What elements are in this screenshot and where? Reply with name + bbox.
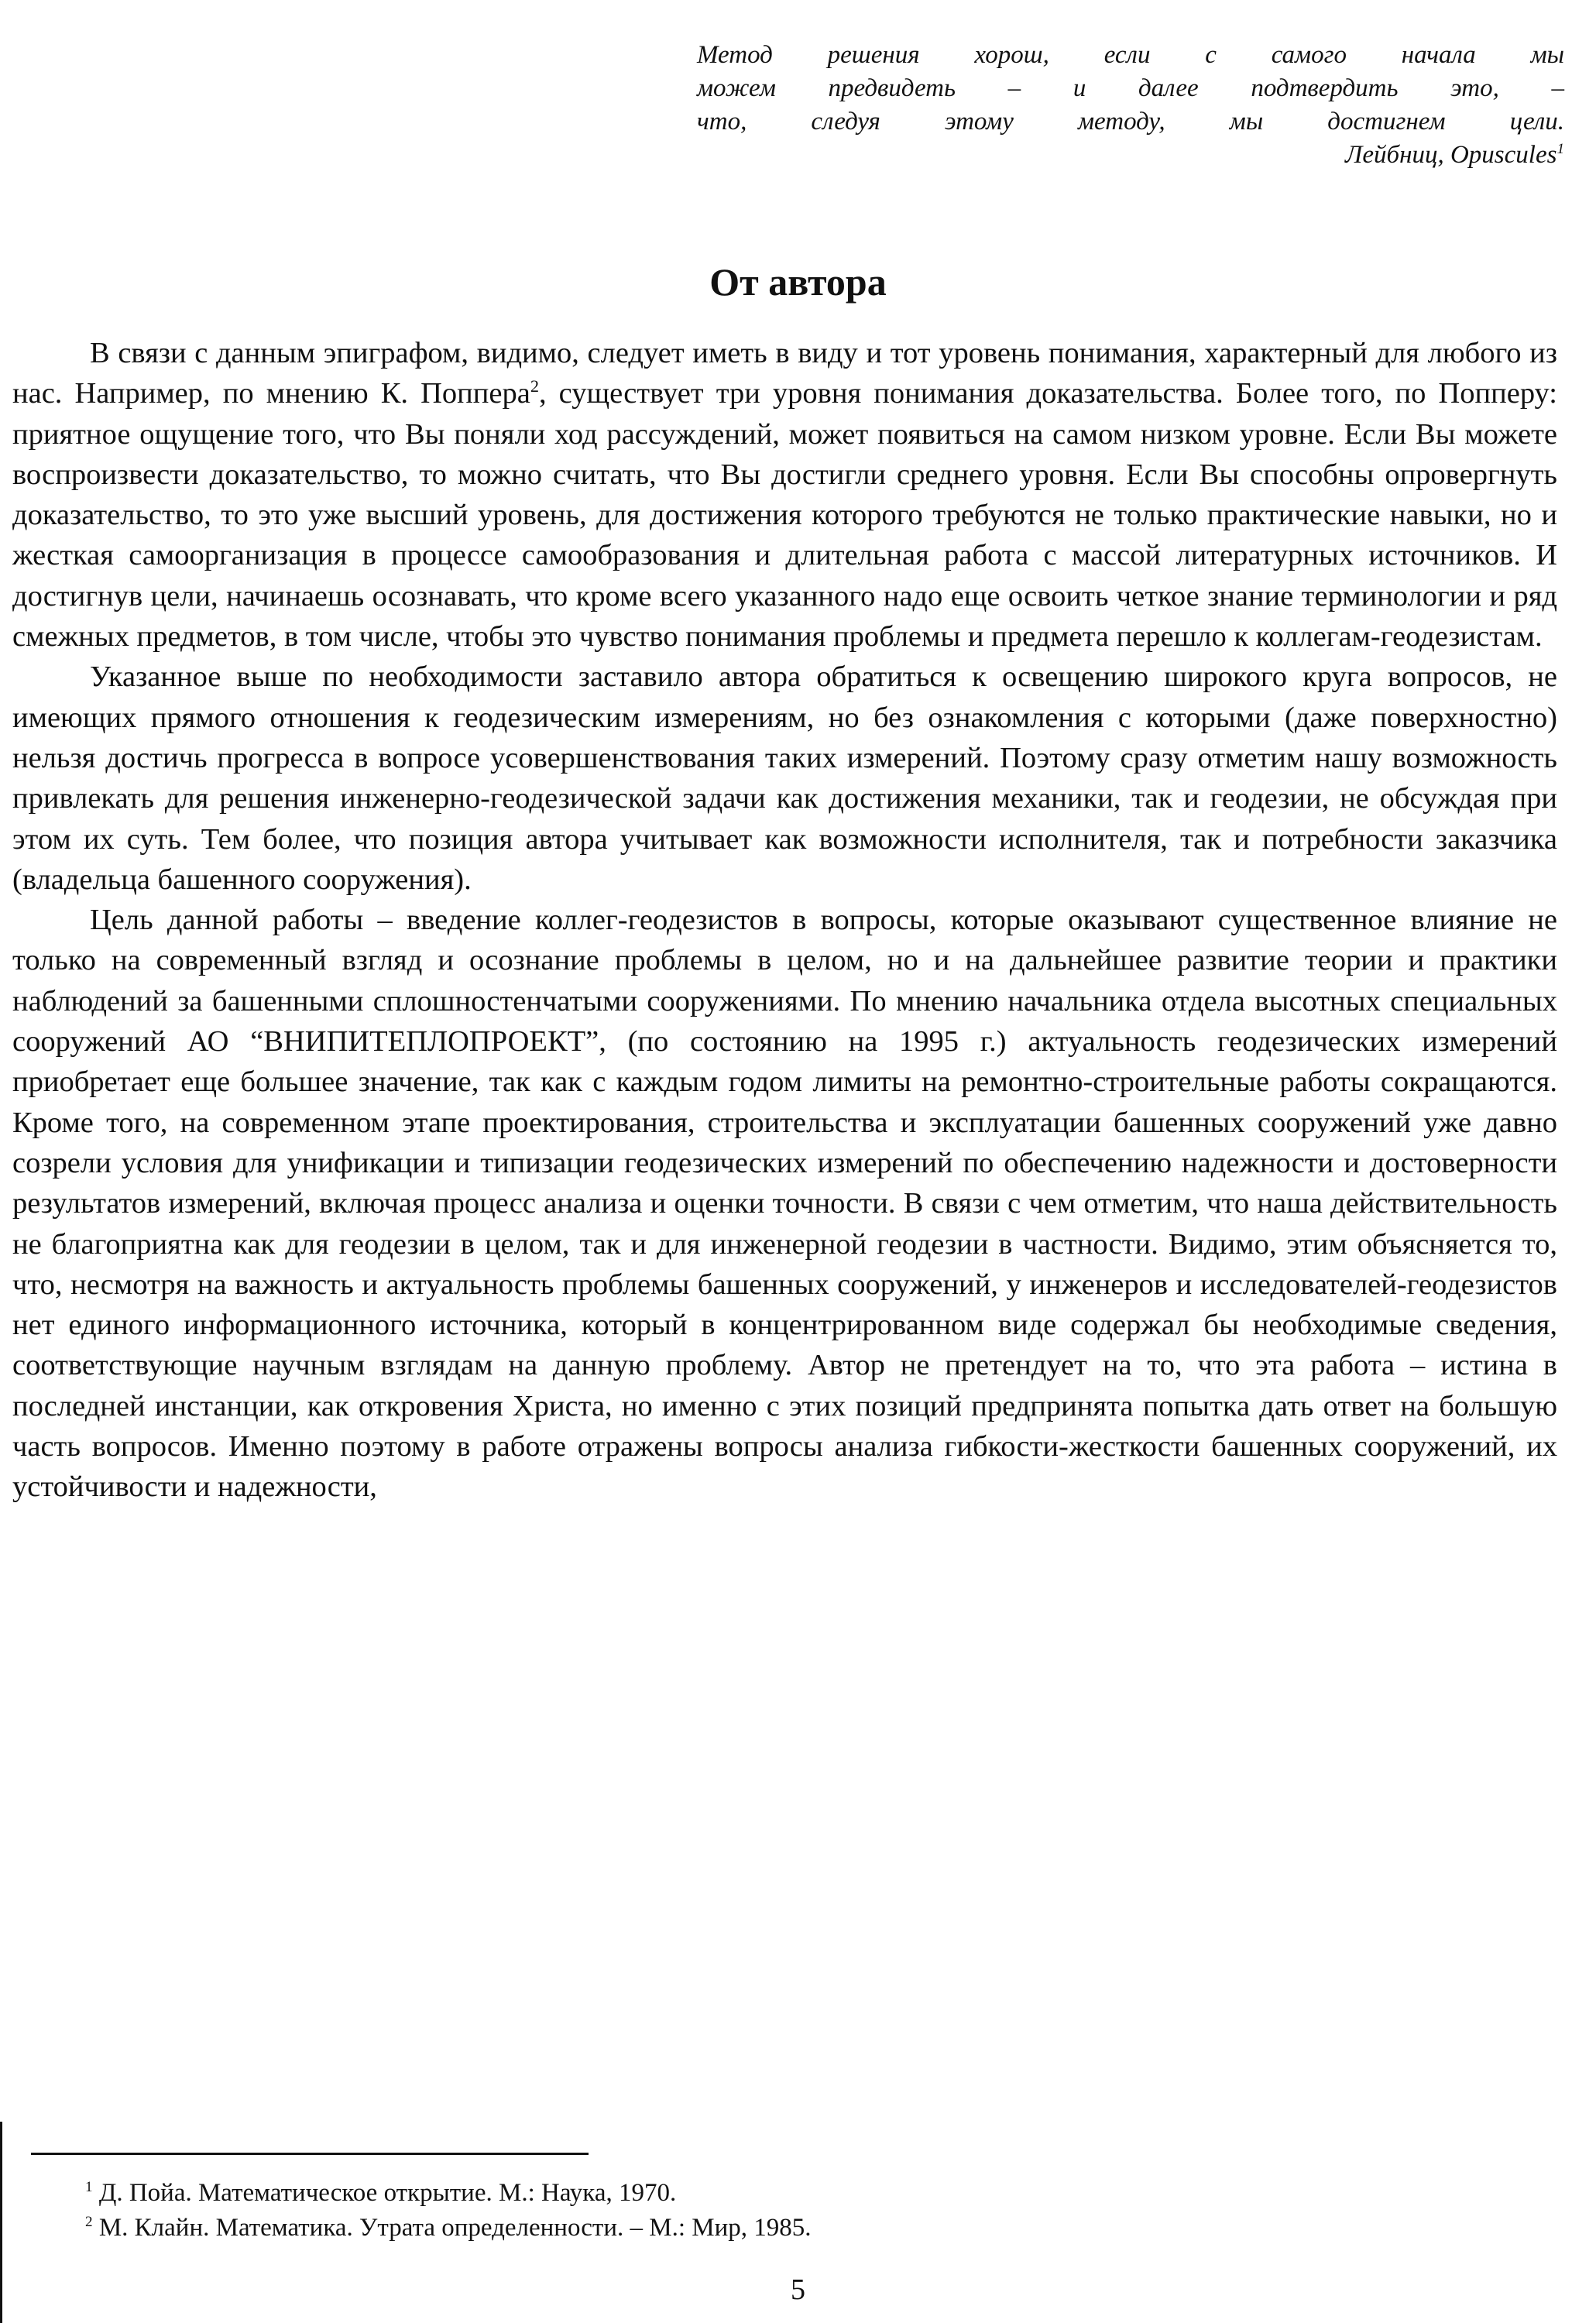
paragraph-text: В связи с данным эпиграфом, видимо, следует иметь в виду и тот уровень понимания, характерный для любого из нас. Например, по мнению К. Поппера [12,337,1557,410]
epigraph-attribution-text: Лейбниц, Opuscules [1344,141,1557,169]
paragraph-text: , существует три уровня понимания доказательства. Более того, по Попперу: приятное ощущение того, что Вы поняли ход рассуждений, может появиться на самом низком уровне. Если Вы можете воспроизвести доказательство, то можно считать, что Вы достигли среднего уровня. Если Вы способны опровергнуть доказательство, то это уже высший уровень, для достижения которого требуются не только практические навыки, но и жесткая самоорганизация в процессе самообразования и длительная работа с массой литературных источников. И достигнув цели, начинаешь осознавать, что кроме всего указанного надо еще освоить четкое знание терминологии и ряд смежных предметов, в том числе, чтобы это чувство понимания проблемы и предмета перешло к коллегам-геодезистам. [12,377,1557,654]
footnote-text: Д. Пойа. Математическое открытие. М.: Наука, 1970. [98,2179,677,2207]
footnote-reference: 2 [530,376,539,396]
footnote [85,2211,1402,2246]
footnote-mark: 2 [85,2214,93,2230]
footnote [85,2176,1402,2211]
body-text [12,333,1557,1508]
page-title: От автора [709,259,887,304]
footnote-mark: 1 [85,2179,93,2195]
footnotes [85,2176,1402,2246]
paragraph: Указанное выше по необходимости заставило автора обратиться к освещению широкого круга вопросов, не имеющих прямого отношения к геодезическим измерениям, но без ознакомления с которыми (даже поверхностно) нельзя достичь прогресса в вопросе усовершенствования таких измерений. Поэтому сразу отметим нашу возможность привлекать для решения инженерно-геодезической задачи как достижения механики, так и геодезии, не обсуждая при этом их суть. Тем более, что позиция автора учитывает как возможности исполнителя, так и потребности заказчика (владельца башенного сооружения). [12,661,1557,896]
paragraph [12,333,1557,657]
epigraph-line: Метод решения хорош, если с самого начала мы [697,41,1564,69]
epigraph-attribution [697,139,1564,172]
page-number: 5 [791,2273,805,2306]
footnote-text: М. Клайн. Математика. Утрата определенности. – М.: Мир, 1985. [98,2214,812,2242]
epigraph [697,39,1564,172]
footnote-reference: 1 [1557,141,1564,157]
epigraph-line: можем предвидеть – и далее подтвердить это, – [697,74,1564,102]
footnote-rule [31,2153,589,2155]
epigraph-line: что, следуя этому методу, мы достигнем цели. [697,108,1564,136]
paragraph: Цель данной работы – введение коллег-геодезистов в вопросы, которые оказывают существенное влияние не только на современный взгляд и осознание проблемы в целом, но и на дальнейшее развитие теории и практики наблюдений за башенными сплошностенчатыми сооружениями. По мнению начальника отдела высотных специальных сооружений АО “ВНИПИТЕПЛОПРОЕКТ”, (по состоянию на 1995 г.) актуальность геодезических измерений приобретает еще большее значение, так как с каждым годом лимиты на ремонтно-строительные работы сокращаются. Кроме того, на современном этапе проектирования, строительства и эксплуатации башенных сооружений уже давно созрели условия для унификации и типизации геодезических измерений по обеспечению надежности и достоверности результатов измерений, включая процесс анализа и оценки точности. В связи с чем отметим, что наша действительность не благоприятна как для геодезии в целом, так и для инженерной геодезии в частности. Видимо, этим объясняется то, что, несмотря на важность и актуальность проблемы башенных сооружений, у инженеров и исследователей-геодезистов нет единого информационного источника, который в концентрированном виде содержал бы необходимые сведения, соответствующие научным взглядам на данную проблему. Автор не претендует на то, что эта работа – истина в последней инстанции, как откровения Христа, но именно с этих позиций предпринята попытка дать ответ на большую часть вопросов. Именно поэтому в работе отражены вопросы анализа гибкости-жесткости башенных сооружений, их устойчивости и надежности, [12,904,1557,1504]
